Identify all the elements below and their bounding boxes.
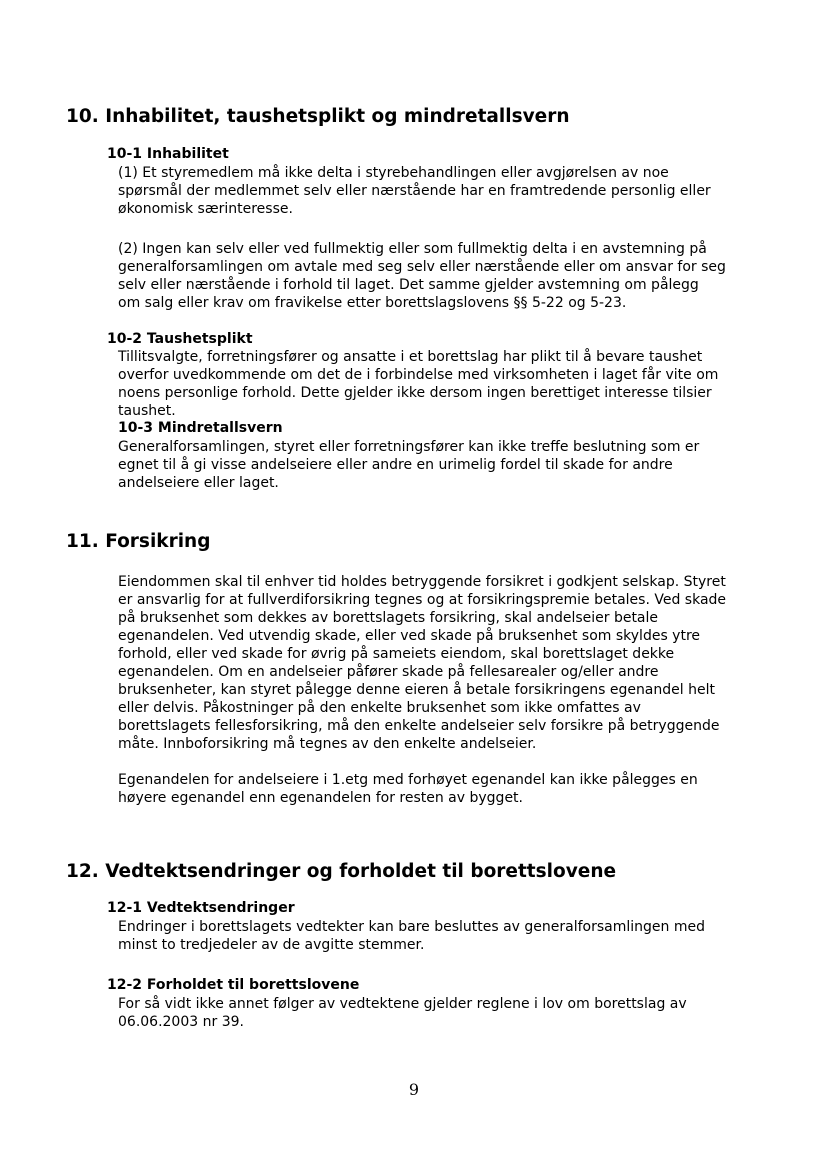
text-line: økonomisk særinteresse. xyxy=(118,201,293,217)
subsection-12-2-heading: 12-2 Forholdet til borettslovene xyxy=(107,977,360,993)
text-line: overfor uvedkommende om det de i forbindelse med virksomheten i laget får vite om xyxy=(118,367,719,383)
paragraph-10-2 xyxy=(118,348,768,420)
text-line: 06.06.2003 nr 39. xyxy=(118,1014,244,1030)
text-line: generalforsamlingen om avtale med seg selv eller nærstående eller om ansvar for seg xyxy=(118,259,726,275)
text-line: bruksenheter, kan styret pålegge denne eieren å betale forsikringens egenandel helt xyxy=(118,682,715,698)
text-line: måte. Innboforsikring må tegnes av den enkelte andelseier. xyxy=(118,736,537,752)
text-line: Tillitsvalgte, forretningsfører og ansatte i et borettslag har plikt til å bevare taushet xyxy=(118,349,703,365)
text-line: egenandelen. Ved utvendig skade, eller ved skade på bruksenhet som skyldes ytre xyxy=(118,628,701,644)
text-line: Egenandelen for andelseiere i 1.etg med forhøyet egenandel kan ikke pålegges en xyxy=(118,772,698,788)
text-line: om salg eller krav om fravikelse etter borettslagslovens §§ 5-22 og 5-23. xyxy=(118,295,627,311)
paragraph-10-1-2 xyxy=(118,240,768,312)
subsection-10-2-heading: 10-2 Taushetsplikt xyxy=(107,331,253,347)
text-line: borettslagets fellesforsikring, må den enkelte andelseier selv forsikre på betryggende xyxy=(118,718,720,734)
paragraph-10-1-1 xyxy=(118,164,768,218)
text-line: er ansvarlig for at fullverdiforsikring tegnes og at forsikringspremie betales. Ved skade xyxy=(118,592,727,608)
paragraph-12-2 xyxy=(118,995,768,1031)
text-line: andelseiere eller laget. xyxy=(118,475,279,491)
page-number: 9 xyxy=(408,1080,420,1099)
paragraph-11-2 xyxy=(118,771,768,807)
subsection-10-3-heading: 10-3 Mindretallsvern xyxy=(118,420,283,436)
paragraph-12-1 xyxy=(118,918,768,954)
text-line: minst to tredjedeler av de avgitte stemmer. xyxy=(118,937,425,953)
text-line: taushet. xyxy=(118,403,176,419)
text-line: Endringer i borettslagets vedtekter kan bare besluttes av generalforsamlingen med xyxy=(118,919,705,935)
text-line: noens personlige forhold. Dette gjelder ikke dersom ingen berettiget interesse tilsier xyxy=(118,385,712,401)
text-line: eller delvis. Påkostninger på den enkelte bruksenhet som ikke omfattes av xyxy=(118,700,641,716)
paragraph-11-1 xyxy=(118,573,768,753)
text-line: på bruksenhet som dekkes av borettslagets forsikring, skal andelseier betale xyxy=(118,610,659,626)
text-line: egenandelen. Om en andelseier påfører skade på fellesarealer og/eller andre xyxy=(118,664,659,680)
section-10-heading: 10. Inhabilitet, taushetsplikt og mindretallsvern xyxy=(66,106,570,127)
text-line: egnet til å gi visse andelseiere eller andre en urimelig fordel til skade for andre xyxy=(118,457,673,473)
section-12-heading: 12. Vedtektsendringer og forholdet til borettslovene xyxy=(66,861,617,882)
text-line: Eiendommen skal til enhver tid holdes betryggende forsikret i godkjent selskap. Styret xyxy=(118,574,726,590)
paragraph-10-3 xyxy=(118,438,768,492)
subsection-12-1-heading: 12-1 Vedtektsendringer xyxy=(107,900,295,916)
text-line: (2) Ingen kan selv eller ved fullmektig eller som fullmektig delta i en avstemning på xyxy=(118,241,707,257)
text-line: spørsmål der medlemmet selv eller nærstående har en framtredende personlig eller xyxy=(118,183,711,199)
subsection-10-1-heading: 10-1 Inhabilitet xyxy=(107,146,229,162)
text-line: For så vidt ikke annet følger av vedtektene gjelder reglene i lov om borettslag av xyxy=(118,996,687,1012)
text-line: Generalforsamlingen, styret eller forretningsfører kan ikke treffe beslutning som er xyxy=(118,439,700,455)
section-11-heading: 11. Forsikring xyxy=(66,531,211,552)
text-line: høyere egenandel enn egenandelen for resten av bygget. xyxy=(118,790,523,806)
text-line: selv eller nærstående i forhold til laget. Det samme gjelder avstemning om pålegg xyxy=(118,277,699,293)
text-line: forhold, eller ved skade for øvrig på sameiets eiendom, skal borettslaget dekke xyxy=(118,646,675,662)
text-line: (1) Et styremedlem må ikke delta i styrebehandlingen eller avgjørelsen av noe xyxy=(118,165,669,181)
